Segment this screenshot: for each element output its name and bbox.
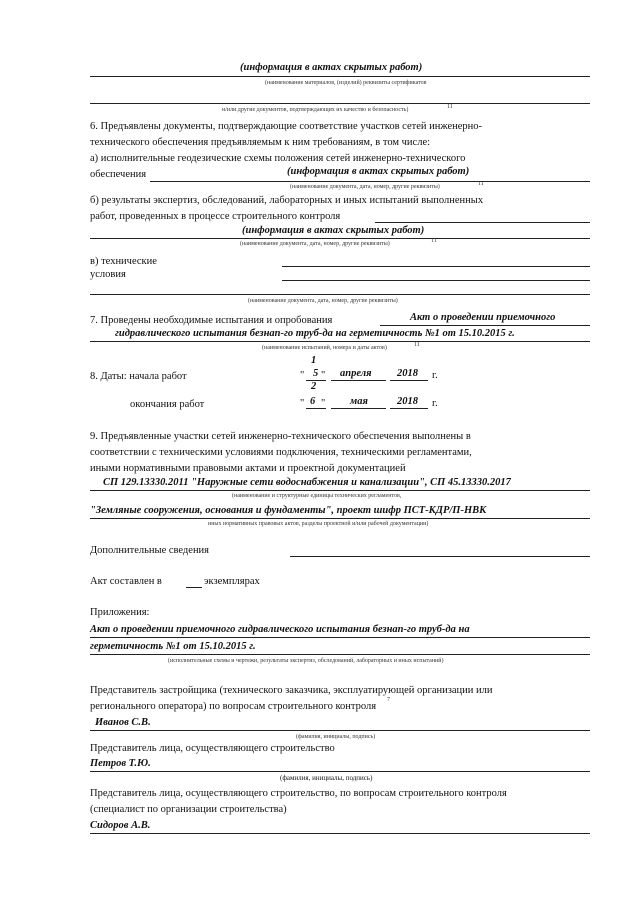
s6-line2: технического обеспечения предъявляемым к ним требованиям, в том числе: (90, 137, 431, 148)
footnote-mark: 11 (478, 181, 484, 187)
rep-control-line2: (специалист по организации строительства) (90, 804, 287, 815)
s6-line1: 6. Предъявлены документы, подтверждающие соответствие участков сетей инженерно- (90, 121, 483, 132)
underline (282, 266, 590, 267)
start-month: апреля (340, 368, 372, 379)
s9-value1: СП 129.13330.2011 "Наружные сети водоснабжения и канализации", СП 45.13330.2017 (103, 477, 511, 488)
underline (90, 730, 590, 731)
attachments-caption: (исполнительные схемы и чертежи, результаты экспертиз, обследований, лабораторных и иных испытаний) (168, 658, 444, 664)
end-year-suffix: г. (432, 398, 438, 409)
underline (390, 408, 428, 409)
start-quote-open: " (300, 370, 305, 381)
underline (90, 341, 590, 342)
underline (90, 771, 590, 772)
rep-developer-line2: регионального оператора) по вопросам строительного контроля (90, 701, 377, 712)
end-month: мая (350, 396, 368, 407)
start-mark: 1 (311, 355, 317, 366)
end-quote-open: " (300, 398, 305, 409)
s6-c-line2: условия (90, 269, 126, 280)
start-year: 2018 (397, 368, 418, 379)
start-day: 5 (313, 368, 319, 379)
s9-caption1: (наименование и структурные единицы технических регламентов, (232, 493, 402, 499)
underline (90, 637, 590, 638)
start-year-suffix: г. (432, 370, 438, 381)
footnote-mark: 11 (447, 104, 453, 110)
rep-builder-name: Петров Т.Ю. (90, 758, 151, 769)
s7-value1: Акт о проведении приемочного (410, 312, 556, 323)
underline (150, 181, 590, 182)
s6-a-line1: а) исполнительные геодезические схемы положения сетей инженерно-технического (90, 153, 466, 164)
underline (90, 490, 590, 491)
s9-caption2: иных нормативных правовых актов, разделы проектной и/или рабочей документации) (208, 521, 429, 527)
footnote-mark: 11 (431, 238, 437, 244)
underline (90, 518, 590, 519)
s6-a-value: (информация в актах скрытых работ) (287, 166, 470, 177)
underline (331, 408, 386, 409)
rep-developer-name: Иванов С.В. (95, 717, 151, 728)
end-label: окончания работ (130, 399, 205, 410)
underline (390, 380, 428, 381)
s6-c-caption: (наименование документа, дата, номер, другие реквизиты) (248, 298, 398, 304)
s6-a-line2: обеспечения (90, 169, 147, 180)
end-mark: 2 (311, 381, 317, 392)
rep-builder-caption: (фамилия, инициалы, подпись) (280, 774, 373, 782)
caption-other-docs: и/или другие документов, подтверждающих их качество и безопасность) (222, 107, 409, 113)
s6-b-line1: б) результаты экспертиз, обследований, лабораторных и иных испытаний выполненных (90, 195, 484, 206)
additional-label: Дополнительные сведения (90, 545, 210, 556)
underline (282, 280, 590, 281)
hidden-works-info-top: (информация в актах скрытых работ) (240, 62, 423, 73)
start-quote-close: " (321, 370, 326, 381)
end-quote-close: " (321, 398, 326, 409)
s6-c-line1: в) технические (90, 256, 157, 267)
end-year: 2018 (397, 396, 418, 407)
s6-b-caption: (наименование документа, дата, номер, другие реквизиты) (240, 241, 390, 247)
s9-value2: "Земляные сооружения, основания и фундаменты", проект шифр ПСТ-КДР/П-НВК (90, 505, 487, 516)
underline (90, 103, 590, 104)
underline (375, 222, 590, 223)
footnote-mark: 7 (387, 697, 390, 703)
rep-developer-line1: Представитель застройщика (технического заказчика, эксплуатирующей организации или (90, 685, 493, 696)
attachments-value2: герметичность №1 от 15.10.2015 г. (90, 641, 256, 652)
s6-b-value: (информация в актах скрытых работ) (242, 225, 425, 236)
underline (380, 325, 590, 326)
s7-line1: 7. Проведены необходимые испытания и опробования (90, 315, 333, 326)
underline (90, 654, 590, 655)
rep-control-line1: Представитель лица, осуществляющего строительство, по вопросам строительного контроля (90, 788, 507, 799)
copies-prefix: Акт составлен в (90, 576, 162, 587)
s7-caption: (наименование испытаний, номера и даты актов) (262, 345, 387, 351)
end-day: 6 (310, 396, 316, 407)
s6-b-line2: работ, проведенных в процессе строительного контроля (90, 211, 341, 222)
underline (90, 833, 590, 834)
copies-field (186, 587, 202, 588)
underline (90, 238, 590, 239)
footnote-mark: 11 (414, 342, 420, 348)
underline (331, 380, 386, 381)
underline (90, 76, 590, 77)
attachments-label: Приложения: (90, 607, 150, 618)
s9-line2: соответствии с техническими условиями подключения, техническими регламентами, (90, 447, 472, 458)
copies-suffix: экземплярах (204, 576, 260, 587)
attachments-value1: Акт о проведении приемочного гидравлического испытания безнап-го труб-да на (90, 624, 470, 635)
s9-line3: иными нормативными правовыми актами и проектной документацией (90, 463, 406, 474)
caption-materials: (наименование материалов, (изделий) реквизиты сертификатов (265, 80, 427, 86)
rep-builder-line1: Представитель лица, осуществляющего строительство (90, 743, 335, 754)
s9-line1: 9. Предъявленные участки сетей инженерно-технического обеспечения выполнены в (90, 431, 471, 442)
rep-control-name: Сидоров А.В. (90, 820, 151, 831)
start-label: 8. Даты: начала работ (90, 371, 187, 382)
rep-developer-caption: (фамилия, инициалы, подпись) (296, 734, 376, 740)
s6-a-caption: (наименование документа, дата, номер, другие реквизиты) (290, 184, 440, 190)
additional-field (290, 556, 590, 557)
s7-value2: гидравлического испытания безнап-го труб-да на герметичность №1 от 15.10.2015 г. (115, 328, 515, 339)
underline (90, 294, 590, 295)
